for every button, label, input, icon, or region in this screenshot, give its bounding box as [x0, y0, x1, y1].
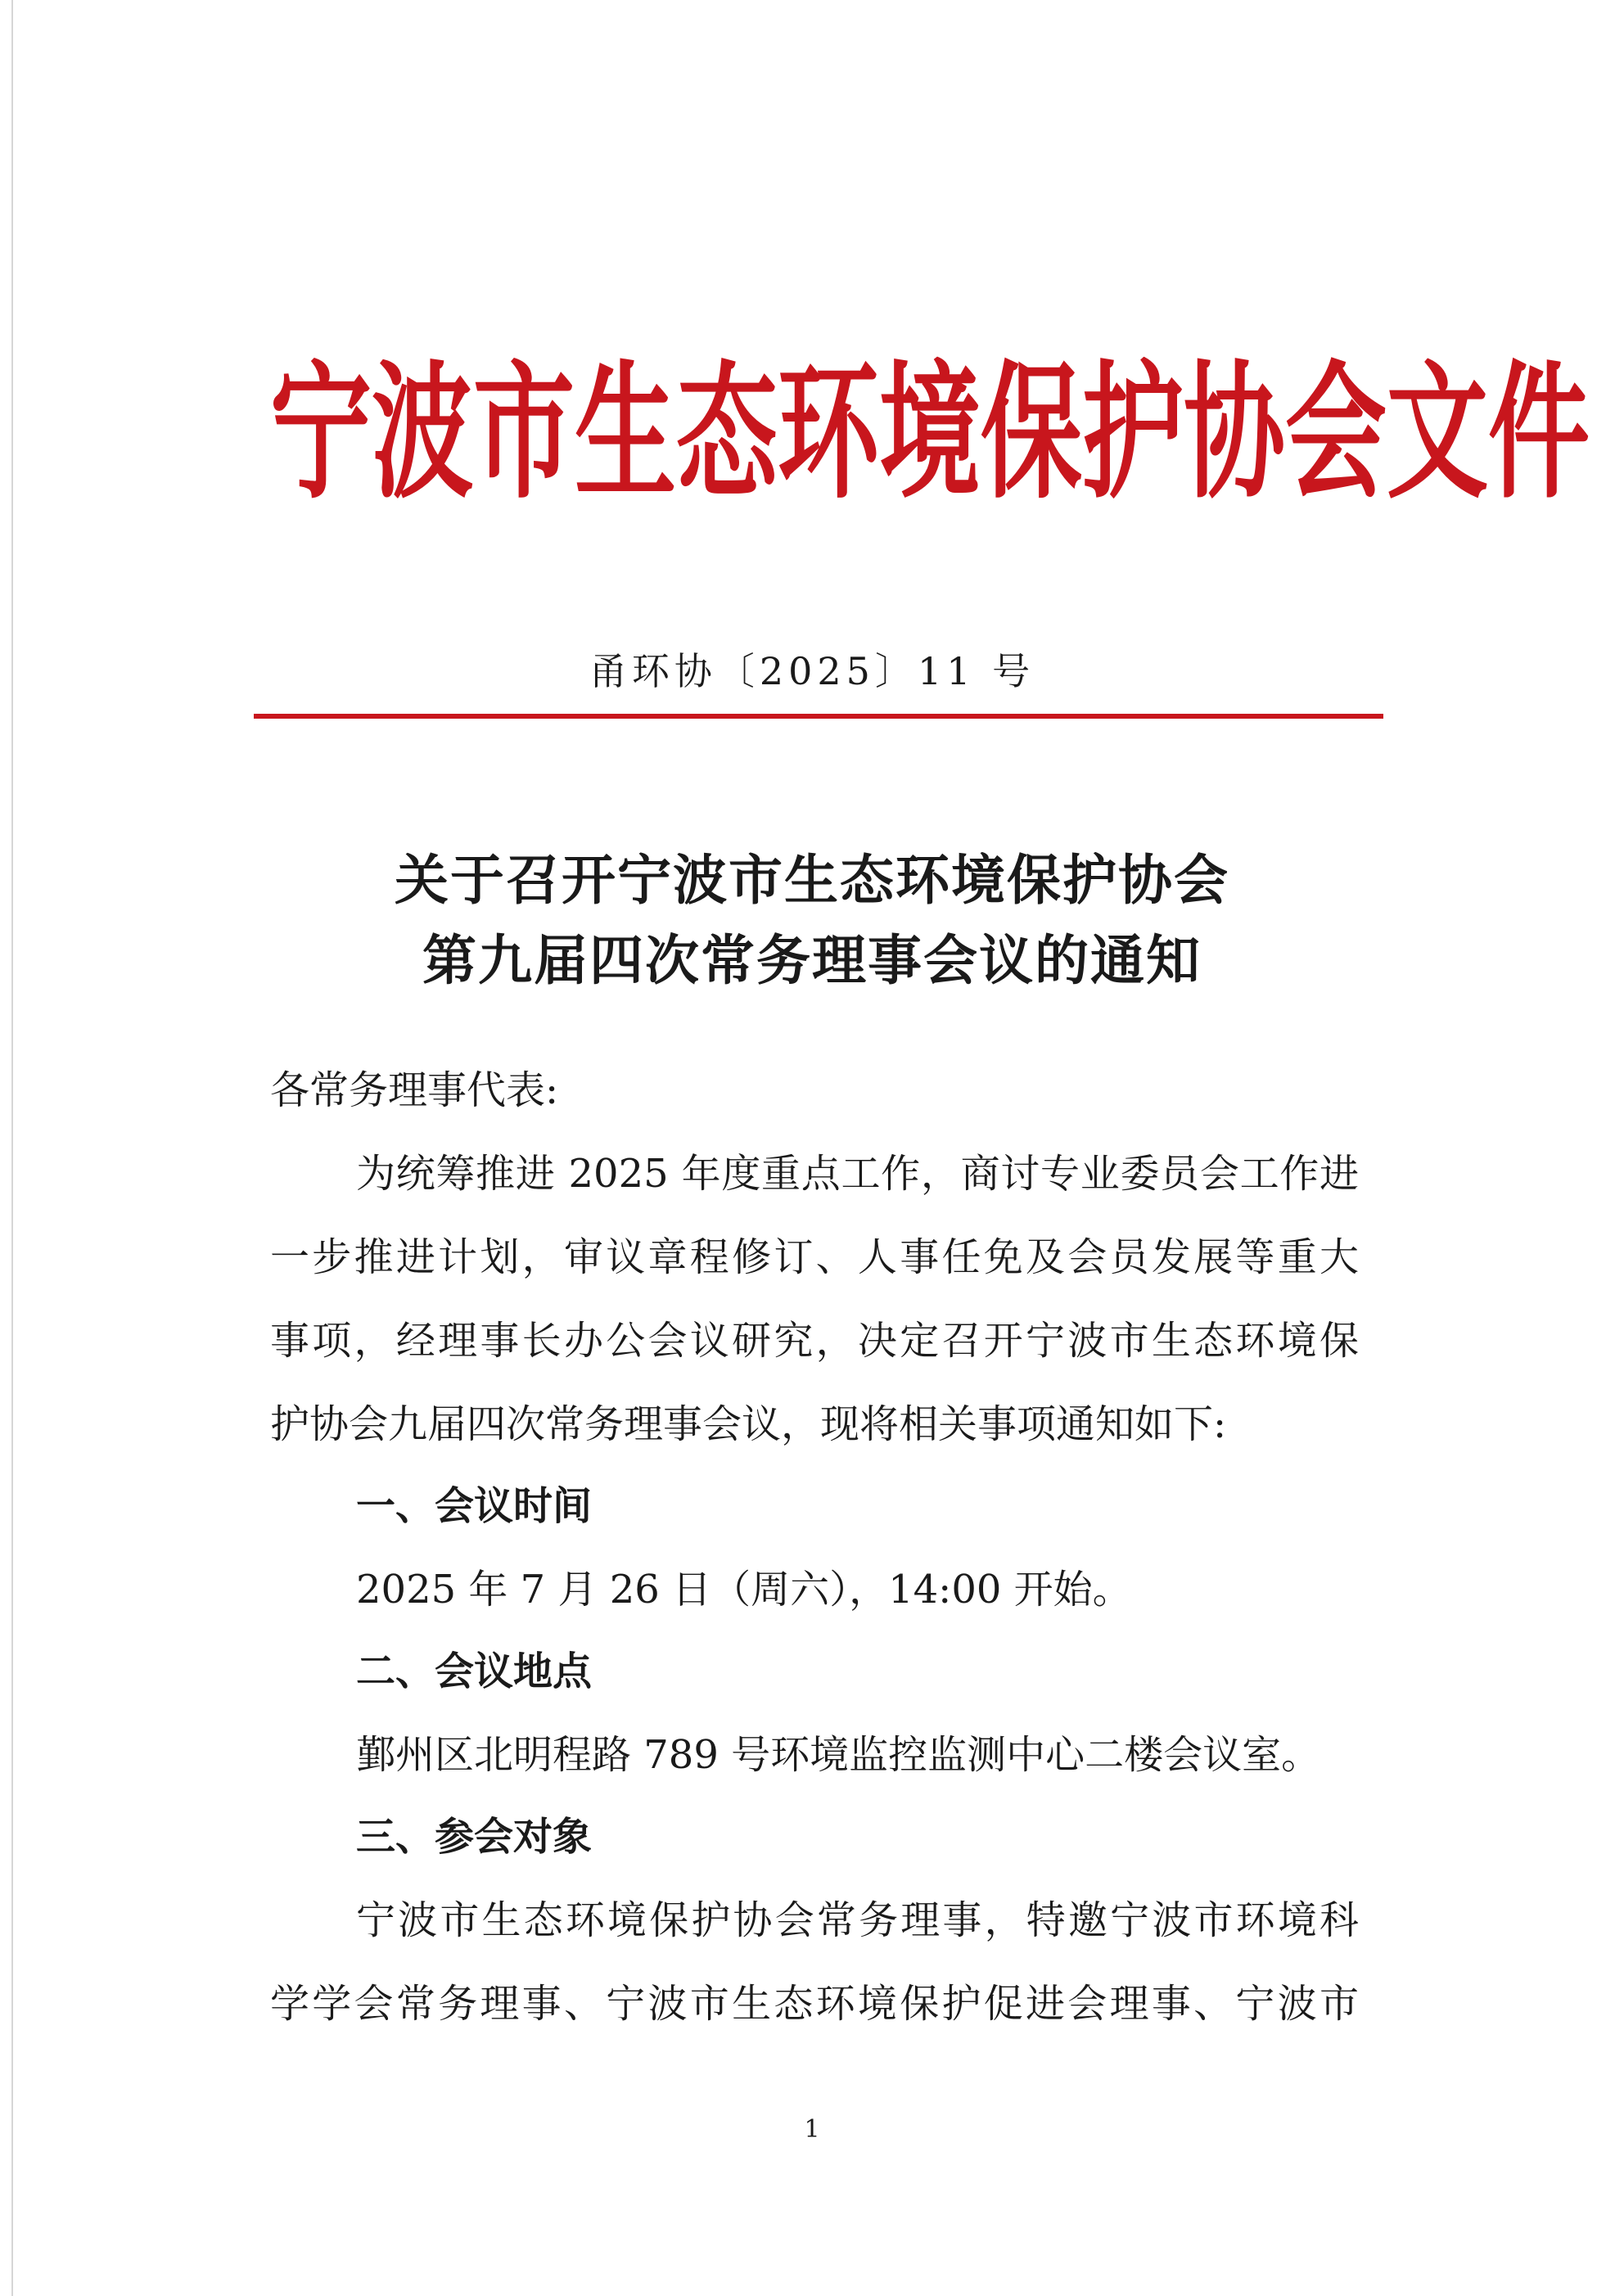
meeting-time-text: 2025 年 7 月 26 日（周六），14:00 开始。	[356, 1567, 1132, 1613]
red-divider-rule	[254, 714, 1383, 719]
document-number: 甬环协〔2025〕11 号	[589, 649, 1035, 693]
salutation: 各常务理事代表:	[270, 1067, 559, 1113]
intro-line-1: 为统筹推进 2025 年度重点工作，商讨专业委员会工作进	[356, 1151, 1359, 1197]
intro-line-3: 事项，经理事长办公会议研究，决定召开宁波市生态环境保	[270, 1318, 1359, 1364]
notice-title-line-2: 第九届四次常务理事会议的通知	[422, 928, 1202, 992]
attendees-line-1: 宁波市生态环境保护协会常务理事，特邀宁波市环境科	[356, 1897, 1359, 1943]
org-header-title: 宁波市生态环境保护协会文件	[270, 348, 1590, 520]
section-heading-attendees: 三、参会对象	[356, 1814, 593, 1860]
notice-title-line-1: 关于召开宁波市生态环境保护协会	[395, 848, 1229, 912]
section-heading-location: 二、会议地点	[356, 1649, 593, 1694]
page-number: 1	[804, 2115, 820, 2144]
meeting-location-text: 鄞州区北明程路 789 号环境监控监测中心二楼会议室。	[356, 1732, 1321, 1778]
attendees-line-2: 学学会常务理事、宁波市生态环境保护促进会理事、宁波市	[270, 1981, 1359, 2027]
intro-line-2: 一步推进计划，审议章程修订、人事任免及会员发展等重大	[270, 1234, 1359, 1280]
section-heading-time: 一、会议时间	[356, 1483, 593, 1529]
scan-edge-line	[11, 0, 13, 2296]
intro-line-4: 护协会九届四次常务理事会议，现将相关事项通知如下:	[270, 1401, 1227, 1447]
